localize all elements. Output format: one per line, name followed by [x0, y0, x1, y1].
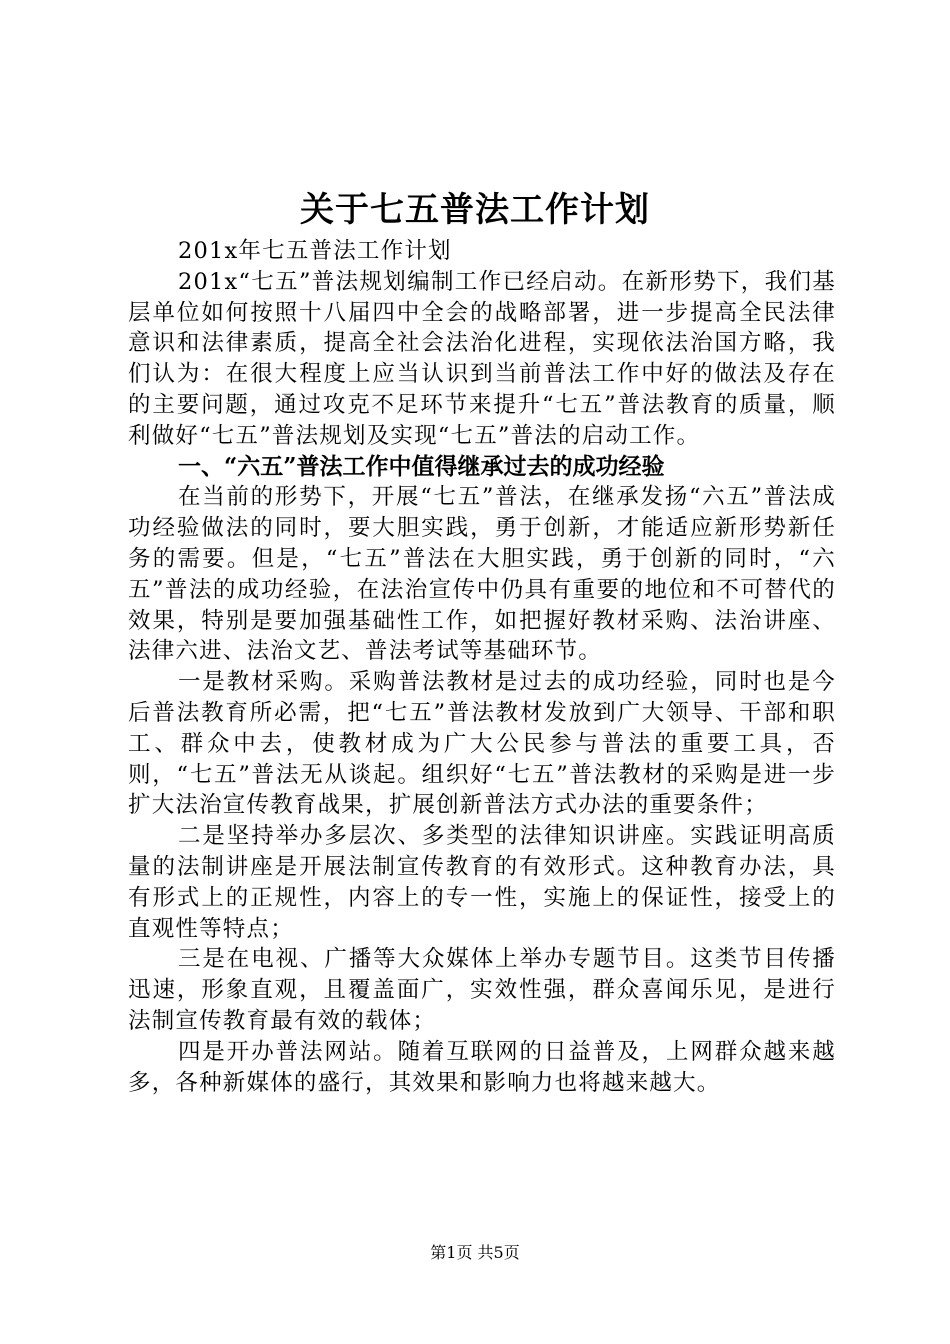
subtitle-paragraph: 201x年七五普法工作计划	[178, 238, 452, 264]
body-paragraph: 在当前的形势下，开展“七五”普法，在继承发扬“六五”普法成功经验做法的同时，要大胆实践，勇于创新，才能适应新形势新任务的需要。但是，“七五”普法在大胆实践，勇于创新的同时，“六五”普法的成功经验，在法治宣传中仍具有重要的地位和不可替代的效果，特别是要加强基础性工作，如把握好教材采购、法治讲座、法律六进、法治文艺、普法考试等基础环节。	[128, 484, 836, 665]
body-paragraph: 二是坚持举办多层次、多类型的法律知识讲座。实践证明高质量的法制讲座是开展法制宣传教育的有效形式。这种教育办法，具有形式上的正规性，内容上的专一性，实施上的保证性，接受上的直观性等特点；	[128, 823, 836, 942]
body-paragraph: 三是在电视、广播等大众媒体上举办专题节目。这类节目传播迅速，形象直观，且覆盖面广，实效性强，群众喜闻乐见，是进行法制宣传教育最有效的载体；	[128, 946, 836, 1034]
intro-paragraph: 201x“七五”普法规划编制工作已经启动。在新形势下，我们基层单位如何按照十八届四中全会的战略部署，进一步提高全民法律意识和法律素质，提高全社会法治化进程，实现依法治国方略，我们认为：在很大程度上应当认识到当前普法工作中好的做法及存在的主要问题，通过攻克不足环节来提升“七五”普法教育的质量，顺利做好“七五”普法规划及实现“七五”普法的启动工作。	[128, 268, 836, 449]
page-footer: 第1页 共5页	[430, 1243, 520, 1262]
body-paragraph: 一是教材采购。采购普法教材是过去的成功经验，同时也是今后普法教育所必需，把“七五”普法教材发放到广大领导、干部和职工、群众中去，使教材成为广大公民参与普法的重要工具，否则，“七五”普法无从谈起。组织好“七五”普法教材的采购是进一步扩大法治宣传教育战果，扩展创新普法方式办法的重要条件；	[128, 669, 836, 819]
body-paragraph: 四是开办普法网站。随着互联网的日益普及，上网群众越来越多，各种新媒体的盛行，其效果和影响力也将越来越大。	[128, 1038, 836, 1096]
document-title: 关于七五普法工作计划	[300, 190, 650, 230]
section-heading: 一、“六五”普法工作中值得继承过去的成功经验	[178, 452, 665, 480]
document-body	[128, 236, 836, 1098]
